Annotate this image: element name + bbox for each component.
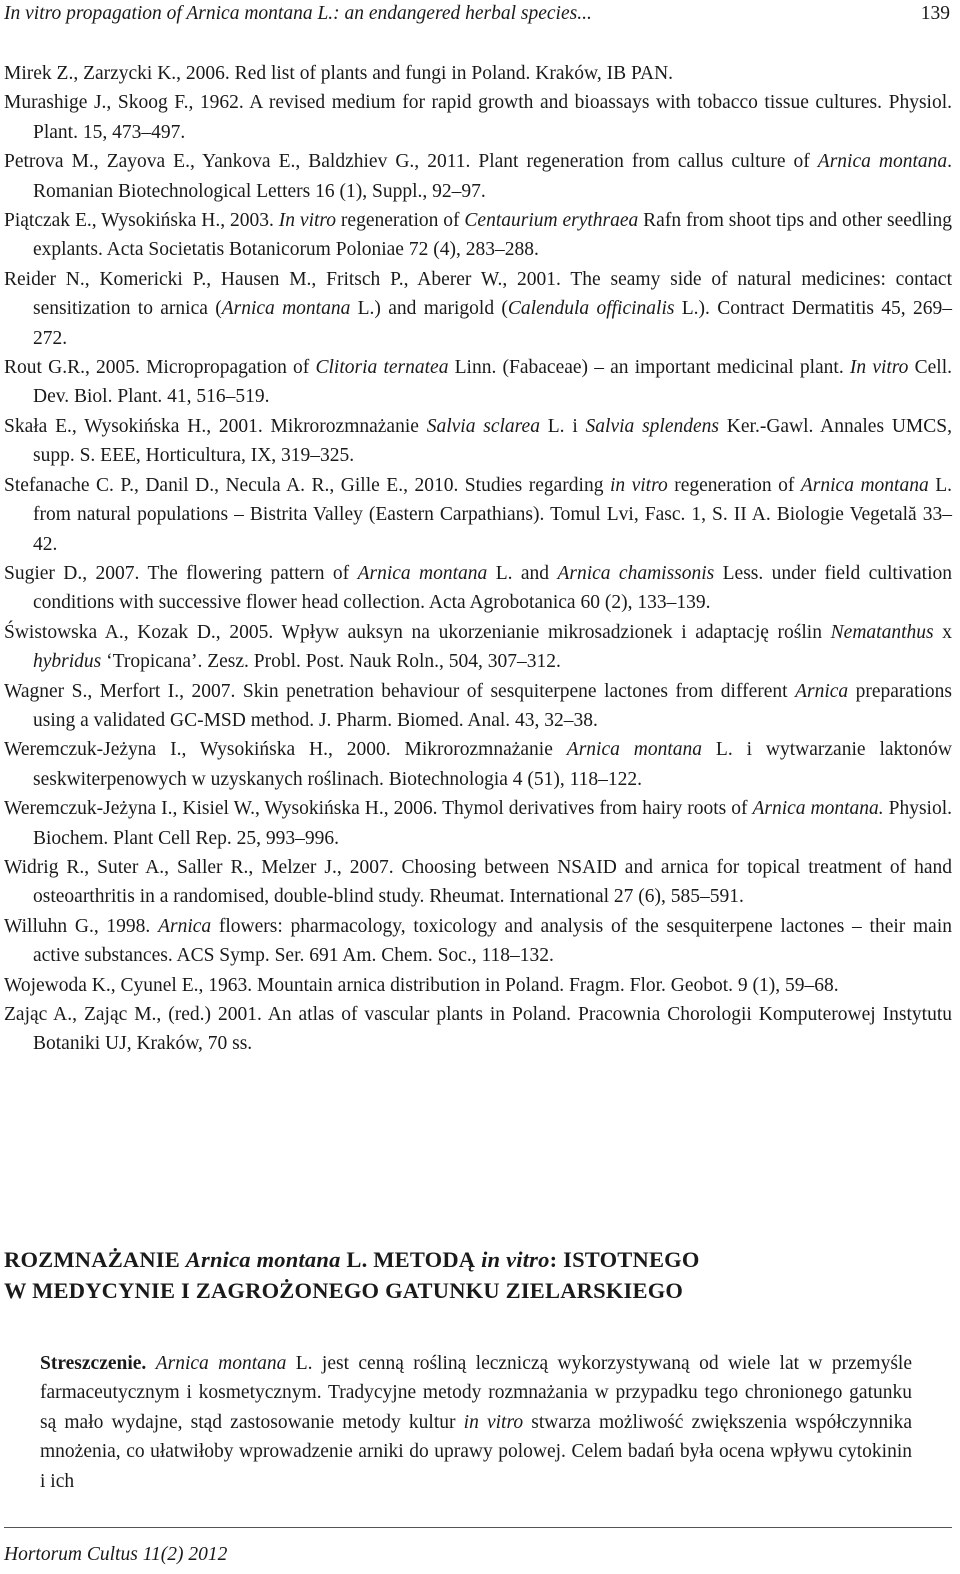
- text-segment: Murashige J., Skoog F., 1962. A revised medium for rapid growth and bioassays with tobacco tissue cultures. Physiol. Plant. 15, 473–497.: [4, 92, 952, 143]
- reference-list: [4, 59, 952, 1059]
- reference-entry: [4, 265, 952, 353]
- text-segment: Physiol. Biochem. Plant Cell Rep. 25, 993–996.: [33, 798, 952, 849]
- text-segment: Widrig R., Suter A., Saller R., Melzer J., 2007. Choosing between NSAID and arnica for topical treatment of hand osteoarthritis in a randomised, double-blind study. Rheumat. International 27 (6), 585–591.: [4, 856, 952, 908]
- text-segment: Petrova M., Zayova E., Yankova E., Baldzhiev G., 2011. Plant regeneration from callus culture of: [4, 151, 818, 173]
- reference-entry: [4, 147, 952, 206]
- text-segment: Ker.-Gawl. Annales UMCS, supp. S. EEE, Horticultura, IX, 319–325.: [33, 415, 952, 467]
- reference-entry: [4, 471, 952, 559]
- text-segment: L. from natural populations – Bistrita Valley (Eastern Carpathians). Tomul Lvi, Fasc. 1, S. II A. Biologie Vegetală 33–42.: [33, 474, 952, 555]
- text-segment: Wagner S., Merfort I., 2007. Skin penetration behaviour of sesquiterpene lactones from different: [4, 680, 796, 702]
- italic-text: Arnica montana.: [752, 798, 884, 820]
- italic-text: Arnica chamissonis: [557, 562, 715, 584]
- italic-text: Arnica montana: [155, 1353, 287, 1374]
- text-segment: [146, 1353, 155, 1374]
- text-segment: ‘Tropicana’. Zesz. Probl. Post. Nauk Roln., 504, 307–312.: [101, 651, 561, 673]
- text-segment: Cell. Dev. Biol. Plant. 41, 516–519.: [33, 357, 952, 408]
- text-segment: . Romanian Biotechnological Letters 16 (1), Suppl., 92–97.: [33, 151, 952, 202]
- reference-entry: [4, 853, 952, 912]
- footer-divider: [4, 1527, 952, 1528]
- reference-entry: [4, 412, 952, 471]
- reference-entry: [4, 353, 952, 412]
- text-segment: Stefanache C. P., Danil D., Necula A. R., Gille E., 2010. Studies regarding: [4, 474, 610, 496]
- abstract-label: Streszczenie.: [40, 1353, 147, 1374]
- italic-text: in vitro: [481, 1247, 550, 1272]
- text-segment: Zając A., Zając M., (red.) 2001. An atlas of vascular plants in Poland. Pracownia Chorologii Komputerowej Instytutu Botaniki UJ, Kraków, 70 ss.: [4, 1004, 952, 1055]
- reference-entry: [4, 735, 952, 794]
- text-segment: : ISTOTNEGO: [549, 1247, 700, 1272]
- italic-text: Arnica montana: [800, 474, 929, 496]
- italic-text: Arnica: [795, 680, 849, 702]
- italic-text: Arnica montana: [185, 1247, 341, 1272]
- text-segment: regeneration of: [667, 474, 801, 496]
- text-segment: Piątczak E., Wysokińska H., 2003.: [4, 210, 279, 232]
- text-segment: Linn. (Fabaceae) – an important medicinal plant.: [448, 357, 850, 379]
- text-segment: x: [933, 621, 952, 643]
- reference-entry: [4, 794, 952, 853]
- text-segment: L. i: [539, 415, 586, 437]
- reference-entry: [4, 1000, 952, 1059]
- reference-entry: [4, 912, 952, 971]
- reference-entry: [4, 677, 952, 736]
- italic-text: Salvia splendens: [585, 415, 719, 437]
- italic-text: Arnica montana: [357, 562, 488, 584]
- text-segment: regeneration of: [336, 210, 465, 232]
- italic-text: Arnica montana: [221, 298, 351, 320]
- footer-journal: Hortorum Cultus 11(2) 2012: [4, 1544, 228, 1565]
- text-segment: Willuhn G., 1998.: [4, 915, 159, 937]
- italic-text: In vitro: [849, 357, 909, 379]
- italic-text: in vitro: [609, 474, 668, 496]
- text-segment: L. i wytwarzanie laktonów seskwiterpenowych w uzyskanych roślinach. Biotechnologia 4 (51), 118–122.: [33, 739, 953, 790]
- text-segment: Reider N., Komericki P., Hausen M., Fritsch P., Aberer W., 2001. The seamy side of natural medicines: contact sensitization to arnica (: [4, 268, 952, 320]
- text-segment: flowers: pharmacology, toxicology and analysis of the sesquiterpene lactones – their main active substances. ACS Symp. Ser. 691 Am. Chem. Soc., 118–132.: [33, 915, 952, 967]
- abstract-body: [40, 1353, 912, 1492]
- text-segment: Less. under field cultivation conditions with successive flower head collection. Acta Agrobotanica 60 (2), 133–139.: [33, 562, 952, 614]
- text-segment: Rout G.R., 2005. Micropropagation of: [4, 357, 316, 379]
- text-segment: L.). Contract Dermatitis 45, 269–272.: [33, 298, 952, 349]
- reference-entry: [4, 206, 952, 265]
- text-segment: Skała E., Wysokińska H., 2001. Mikrorozmnażanie: [4, 415, 427, 437]
- text-segment: Weremczuk-Jeżyna I., Kisiel W., Wysokińska H., 2006. Thymol derivatives from hairy roots of: [4, 798, 753, 820]
- text-segment: Sugier D., 2007. The flowering pattern of: [4, 562, 358, 584]
- italic-text: Calendula officinalis: [507, 298, 675, 320]
- italic-text: hybridus: [33, 651, 102, 673]
- page-number: 139: [920, 3, 950, 24]
- text-segment: Rafn from shoot tips and other seedling explants. Acta Societatis Botanicorum Poloniae 72 (4), 283–288.: [33, 210, 952, 261]
- polish-title-line-1: [4, 1247, 700, 1272]
- italic-text: Nematanthus: [830, 621, 934, 643]
- italic-text: Salvia sclarea: [426, 415, 540, 437]
- text-segment: Wojewoda K., Cyunel E., 1963. Mountain arnica distribution in Poland. Fragm. Flor. Geobot. 9 (1), 59–68.: [4, 974, 839, 996]
- text-segment: L. jest cenną rośliną leczniczą wykorzystywaną od wiele lat w przemyśle farmaceutycznym i kosmetycznym. Tradycyjne metody rozmnażania w przypadku tego chronionego gatunku są mało wydajne, stąd zastosowanie metody kultur: [40, 1353, 912, 1433]
- text-segment: Weremczuk-Jeżyna I., Wysokińska H., 2000. Mikrorozmnażanie: [4, 739, 567, 761]
- italic-text: In vitro: [278, 210, 337, 232]
- italic-text: Clitoria ternatea: [315, 357, 449, 379]
- italic-text: Centaurium erythraea: [464, 210, 639, 232]
- reference-entry: [4, 59, 952, 88]
- polish-title-line-2: W MEDYCYNIE I ZAGROŻONEGO GATUNKU ZIELARSKIEGO: [4, 1278, 684, 1303]
- text-segment: L.) and marigold (: [350, 298, 508, 320]
- reference-entry: [4, 971, 952, 1000]
- reference-entry: [4, 88, 952, 147]
- italic-text: Arnica montana: [566, 739, 703, 761]
- text-segment: preparations using a validated GC-MSD method. J. Pharm. Biomed. Anal. 43, 32–38.: [33, 680, 952, 731]
- running-title: In vitro propagation of Arnica montana L.: an endangered herbal species...: [4, 3, 592, 24]
- text-segment: ROZMNAŻANIE: [4, 1247, 186, 1272]
- abstract: [40, 1349, 912, 1496]
- reference-entry: [4, 559, 952, 618]
- reference-entry: [4, 618, 952, 677]
- text-segment: stwarza możliwość zwiększenia współczynnika mnożenia, co ułatwiłoby wprowadzenie arniki do uprawy polowej. Celem badań była ocena wpływu cytokinin i ich: [40, 1411, 912, 1492]
- polish-title: [4, 1244, 944, 1306]
- italic-text: Arnica montana: [817, 151, 948, 173]
- text-segment: L. and: [487, 562, 558, 584]
- italic-text: in vitro: [463, 1411, 524, 1433]
- running-header: [4, 0, 950, 28]
- italic-text: Arnica: [158, 915, 212, 937]
- text-segment: L. METODĄ: [340, 1247, 482, 1272]
- text-segment: Świstowska A., Kozak D., 2005. Wpływ auksyn na ukorzenianie mikrosadzionek i adaptację roślin: [4, 621, 831, 643]
- text-segment: Mirek Z., Zarzycki K., 2006. Red list of plants and fungi in Poland. Kraków, IB PAN.: [4, 63, 674, 84]
